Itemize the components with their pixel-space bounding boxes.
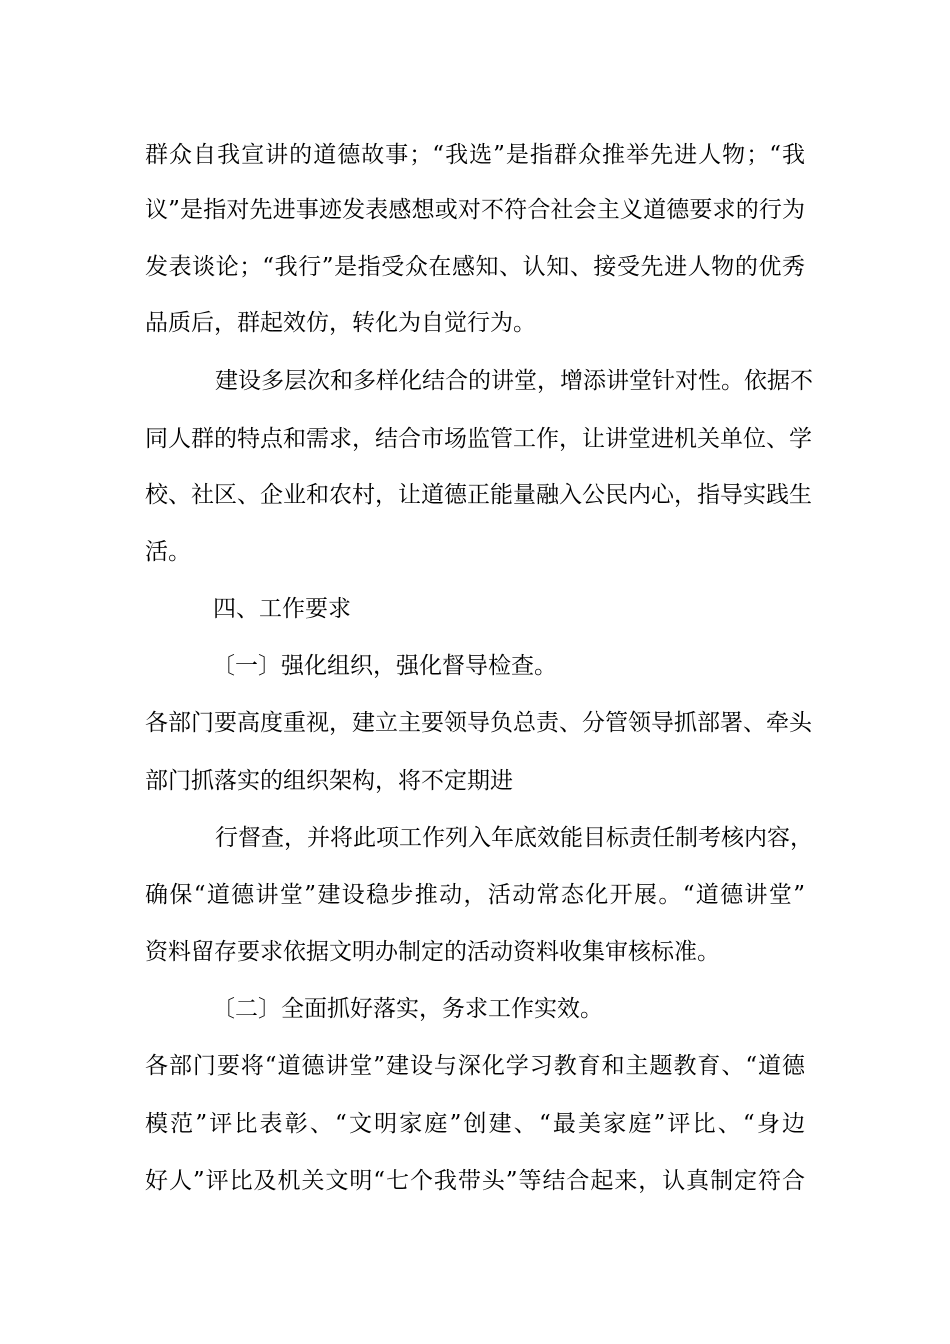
subsection-heading-1: 〔一〕强化组织，强化督导检查。 [212, 653, 557, 679]
text-line-14: 确保“道德讲堂”建设稳步推动，活动常态化开展。“道德讲堂” [145, 882, 805, 908]
text-line-1: 群众自我宣讲的道德故事；“我选”是指群众推举先进人物；“我 [145, 142, 805, 168]
text-line-4: 品质后，群起效仿，转化为自觉行为。 [145, 310, 536, 336]
text-line-6: 同人群的特点和需求，结合市场监管工作，让讲堂进机关单位、学 [145, 426, 812, 452]
text-line-11: 各部门要高度重视，建立主要领导负总责、分管领导抓部署、牵头 [145, 710, 812, 736]
text-line-15: 资料留存要求依据文明办制定的活动资料收集审核标准。 [145, 939, 720, 965]
text-line-2: 议”是指对先进事迹发表感想或对不符合社会主义道德要求的行为 [145, 197, 805, 223]
text-line-8: 活。 [145, 539, 191, 565]
text-line-17: 各部门要将“道德讲堂”建设与深化学习教育和主题教育、“道德 [145, 1053, 805, 1079]
paragraph-start-line-5: 建设多层次和多样化结合的讲堂，增添讲堂针对性。依据不 [215, 368, 813, 394]
text-line-19: 好人”评比及机关文明“七个我带头”等结合起来，认真制定符合 [145, 1168, 805, 1194]
paragraph-start-line-13: 行督查，并将此项工作列入年底效能目标责任制考核内容， [215, 825, 813, 851]
text-line-3: 发表谈论；“我行”是指受众在感知、认知、接受先进人物的优秀 [145, 254, 805, 280]
text-line-7: 校、社区、企业和农村，让道德正能量融入公民内心，指导实践生 [145, 482, 812, 508]
text-line-18: 模范”评比表彰、“文明家庭”创建、“最美家庭”评比、“身边 [145, 1111, 805, 1137]
text-line-12: 部门抓落实的组织架构，将不定期进 [145, 768, 513, 794]
subsection-heading-2: 〔二〕全面抓好落实，务求工作实效。 [212, 996, 603, 1022]
section-heading: 四、工作要求 [213, 596, 351, 622]
